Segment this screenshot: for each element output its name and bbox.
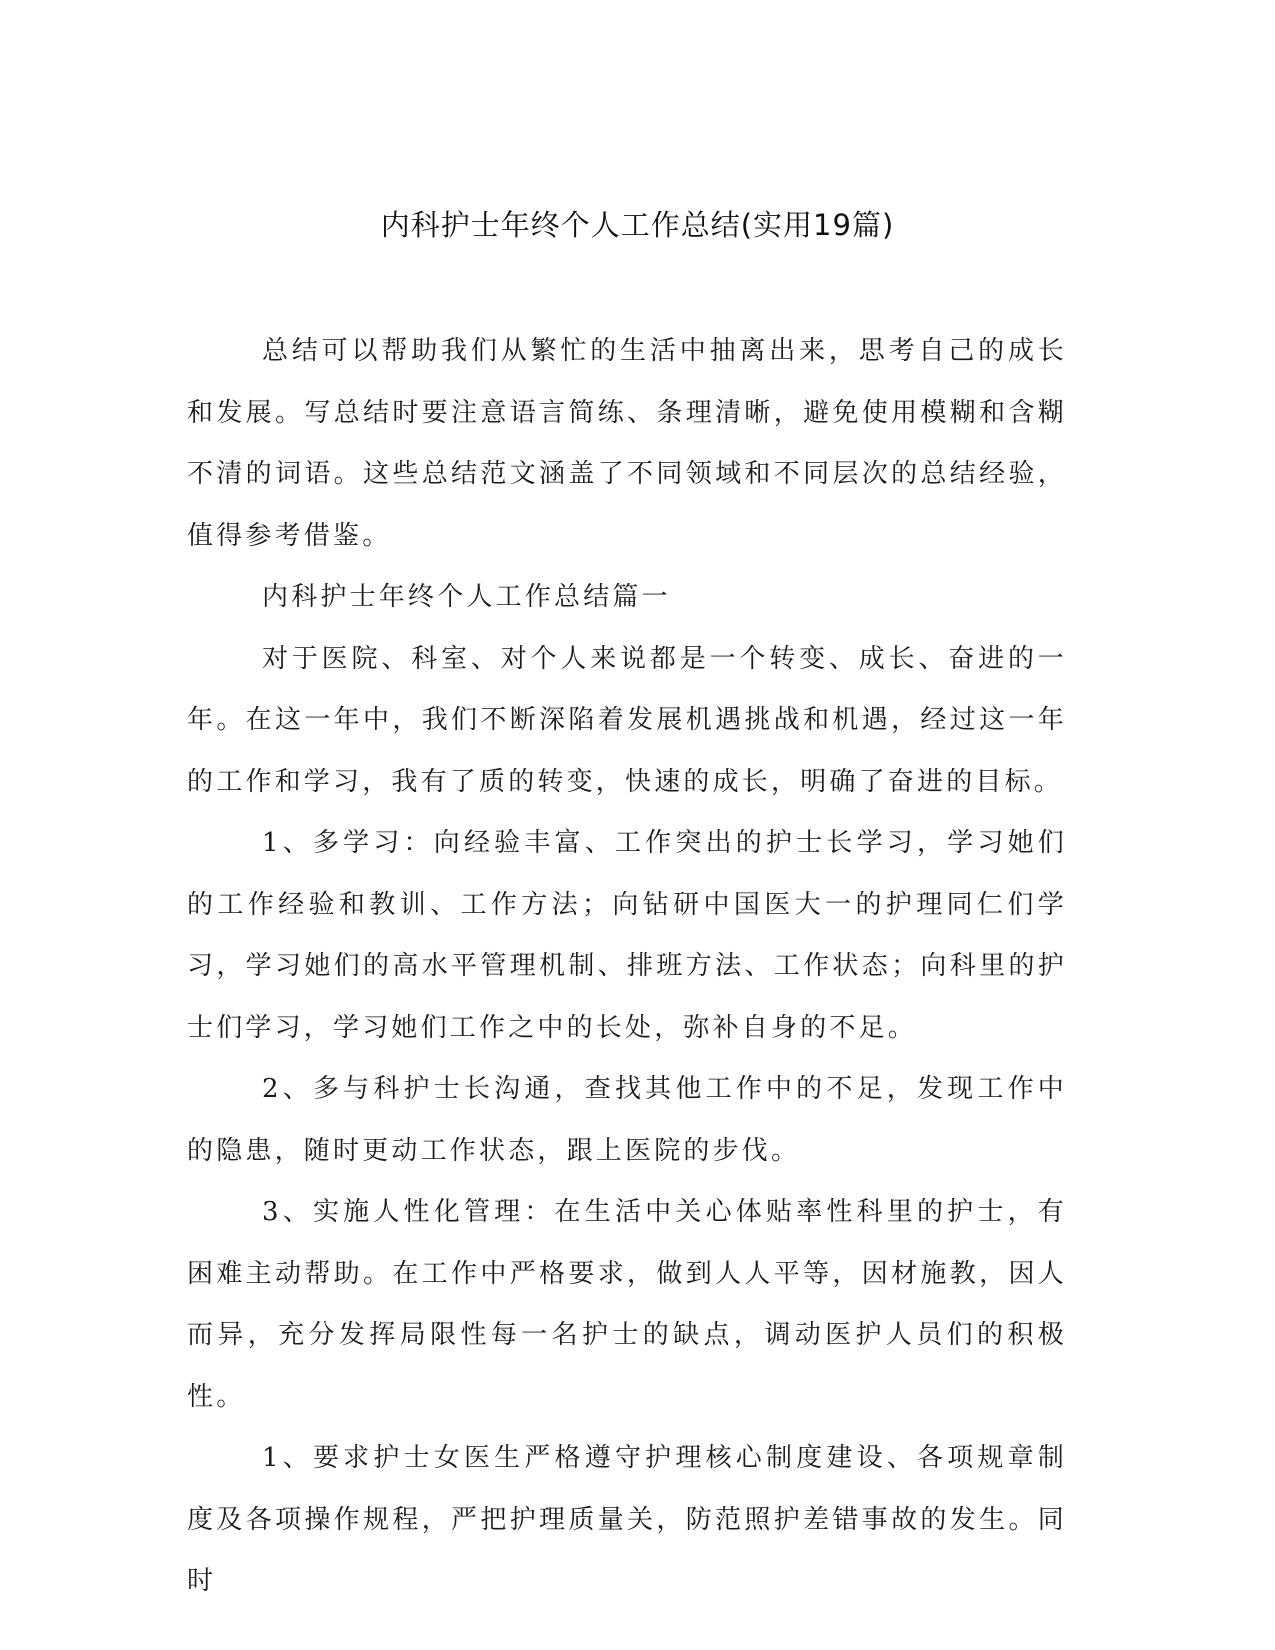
- intro-paragraph: 总结可以帮助我们从繁忙的生活中抽离出来，思考自己的成长和发展。写总结时要注意语言简练、条理清晰，避免使用模糊和含糊不清的词语。这些总结范文涵盖了不同领域和不同层次的总结经验，值得参考借鉴。: [187, 336, 1067, 551]
- document-title: 内科护士年终个人工作总结(实用19篇): [380, 208, 895, 242]
- list-item: 2、多与科护士长沟通，查找其他工作中的不足，发现工作中的隐患，随时更动工作状态，跟上医院的步伐。: [187, 1074, 1067, 1166]
- body-paragraph: 对于医院、科室、对个人来说都是一个转变、成长、奋进的一年。在这一年中，我们不断深陷着发展机遇挑战和机遇，经过这一年的工作和学习，我有了质的转变，快速的成长，明确了奋进的目标。: [187, 643, 1067, 797]
- section-heading: 内科护士年终个人工作总结篇一: [262, 582, 671, 612]
- list-item: 1、要求护士女医生严格遵守护理核心制度建设、各项规章制度及各项操作规程，严把护理质量关，防范照护差错事故的发生。同时: [187, 1443, 1067, 1596]
- list-item: 1、多学习：向经验丰富、工作突出的护士长学习，学习她们的工作经验和教训、工作方法；向钻研中国医大一的护理同仁们学习，学习她们的高水平管理机制、排班方法、工作状态；向科里的护士们学习，学习她们工作之中的长处，弥补自身的不足。: [187, 828, 1067, 1043]
- list-item: 3、实施人性化管理：在生活中关心体贴率性科里的护士，有困难主动帮助。在工作中严格要求，做到人人平等，因材施教，因人而异，充分发挥局限性每一名护士的缺点，调动医护人员们的积极性。: [187, 1197, 1067, 1412]
- document-body: [187, 321, 1067, 1613]
